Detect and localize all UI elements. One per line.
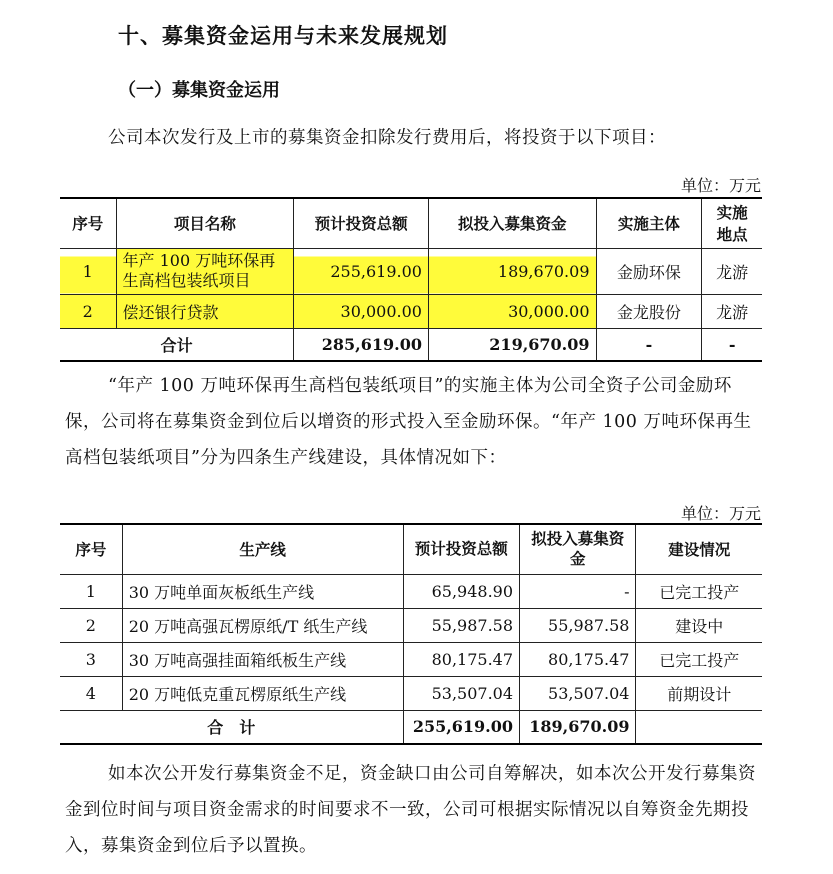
row-entity: 金龙股份 bbox=[596, 294, 702, 328]
fund-projects-table bbox=[60, 197, 762, 362]
table-total-row bbox=[60, 328, 762, 361]
row-raised: 189,670.09 bbox=[428, 248, 596, 294]
row-status: 已完工投产 bbox=[636, 642, 762, 676]
row-no: 1 bbox=[60, 248, 116, 294]
total-raised: 219,670.09 bbox=[428, 328, 596, 361]
table-header-row bbox=[60, 198, 762, 248]
row-raised: 53,507.04 bbox=[520, 676, 636, 710]
total-total: 255,619.00 bbox=[403, 710, 519, 744]
header-total: 预计投资总额 bbox=[403, 524, 519, 574]
total-label: 合 计 bbox=[60, 710, 403, 744]
total-total: 285,619.00 bbox=[294, 328, 429, 361]
row-raised: - bbox=[520, 574, 636, 608]
row-line: 30 万吨单面灰板纸生产线 bbox=[122, 574, 403, 608]
header-project: 项目名称 bbox=[116, 198, 294, 248]
header-no: 序号 bbox=[60, 524, 122, 574]
table-header-row bbox=[60, 524, 762, 574]
row-location: 龙游 bbox=[702, 248, 762, 294]
row-total: 255,619.00 bbox=[294, 248, 429, 294]
row-no: 2 bbox=[60, 608, 122, 642]
row-raised: 55,987.58 bbox=[520, 608, 636, 642]
row-total: 30,000.00 bbox=[294, 294, 429, 328]
row-line: 20 万吨低克重瓦楞原纸生产线 bbox=[122, 676, 403, 710]
header-status: 建设情况 bbox=[636, 524, 762, 574]
row-line: 20 万吨高强瓦楞原纸/T 纸生产线 bbox=[122, 608, 403, 642]
header-raised: 拟投入募集资金 bbox=[520, 524, 636, 574]
row-total: 80,175.47 bbox=[403, 642, 519, 676]
row-no: 3 bbox=[60, 642, 122, 676]
production-lines-table bbox=[60, 523, 762, 745]
table-row bbox=[60, 248, 762, 294]
unit-label: 单位：万元 bbox=[680, 504, 761, 523]
table-row bbox=[60, 574, 762, 608]
table-row bbox=[60, 608, 762, 642]
header-no: 序号 bbox=[60, 198, 116, 248]
row-total: 53,507.04 bbox=[403, 676, 519, 710]
row-status: 建设中 bbox=[636, 608, 762, 642]
total-status bbox=[636, 710, 762, 744]
row-status: 已完工投产 bbox=[636, 574, 762, 608]
row-entity: 金励环保 bbox=[596, 248, 702, 294]
table-row bbox=[60, 294, 762, 328]
table-row bbox=[60, 642, 762, 676]
project-paragraph: “年产 100 万吨环保再生高档包装纸项目”的实施主体为公司全资子公司金励环保，公司将在募集资金到位后以增资的形式投入至金励环保。“年产 100 万吨环保再生高档包装纸项目”分为四条生产线建设，具体情况如下： bbox=[65, 376, 752, 468]
row-raised: 30,000.00 bbox=[428, 294, 596, 328]
row-location: 龙游 bbox=[702, 294, 762, 328]
header-entity: 实施主体 bbox=[596, 198, 702, 248]
unit-label: 单位：万元 bbox=[680, 176, 761, 195]
table-row bbox=[60, 676, 762, 710]
total-entity: - bbox=[596, 328, 702, 361]
header-line: 生产线 bbox=[122, 524, 403, 574]
subsection-heading: （一）募集资金运用 bbox=[118, 80, 280, 101]
row-project: 年产 100 万吨环保再生高档包装纸项目 bbox=[116, 248, 294, 294]
row-no: 2 bbox=[60, 294, 116, 328]
header-location: 实施地点 bbox=[702, 198, 762, 248]
row-raised: 80,175.47 bbox=[520, 642, 636, 676]
total-raised: 189,670.09 bbox=[520, 710, 636, 744]
row-no: 4 bbox=[60, 676, 122, 710]
row-no: 1 bbox=[60, 574, 122, 608]
total-label: 合计 bbox=[60, 328, 294, 361]
row-project: 偿还银行贷款 bbox=[116, 294, 294, 328]
intro-paragraph: 公司本次发行及上市的募集资金扣除发行费用后，将投资于以下项目： bbox=[108, 128, 666, 148]
header-raised: 拟投入募集资金 bbox=[428, 198, 596, 248]
section-heading: 十、募集资金运用与未来发展规划 bbox=[118, 24, 448, 48]
row-status: 前期设计 bbox=[636, 676, 762, 710]
row-total: 65,948.90 bbox=[403, 574, 519, 608]
row-line: 30 万吨高强挂面箱纸板生产线 bbox=[122, 642, 403, 676]
table-total-row bbox=[60, 710, 762, 744]
total-location: - bbox=[702, 328, 762, 361]
closing-paragraph: 如本次公开发行募集资金不足，资金缺口由公司自筹解决，如本次公开发行募集资金到位时间与项目资金需求的时间要求不一致，公司可根据实际情况以自筹资金先期投入，募集资金到位后予以置换。 bbox=[65, 764, 756, 856]
header-total: 预计投资总额 bbox=[294, 198, 429, 248]
row-total: 55,987.58 bbox=[403, 608, 519, 642]
